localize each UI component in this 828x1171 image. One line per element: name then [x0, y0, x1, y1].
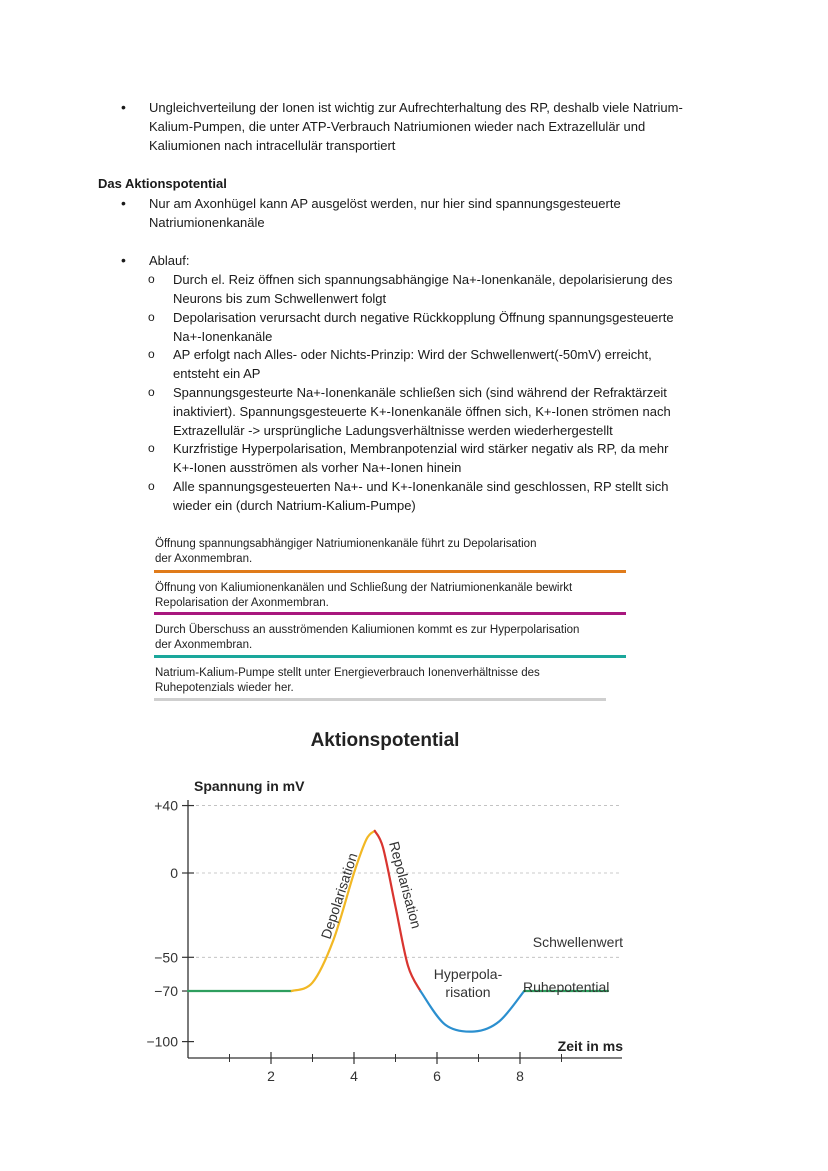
circle-bullet: o	[148, 385, 155, 399]
text-line: Durch el. Reiz öffnen sich spannungsabhängige Na+-Ionenkanäle, depolarisierung des	[173, 272, 673, 287]
text-line: Nur am Axonhügel kann AP ausgelöst werden, nur hier sind spannungsgesteuerte	[149, 196, 621, 211]
bullet-dot: •	[121, 252, 126, 268]
text-line: entsteht ein AP	[173, 366, 261, 381]
text-line: Ruhepotenzials wieder her.	[155, 682, 294, 694]
annotation-schwellenwert: Schwellenwert	[532, 934, 623, 950]
y-tick-label: 0	[170, 865, 178, 881]
annotation-hyperpolarisation-line1: Hyperpola-	[433, 966, 503, 982]
y-tick-label: −100	[146, 1033, 178, 1050]
text-line: inaktiviert). Spannungsgesteuerte K+-Ionenkanäle öffnen sich, K+-Ionen strömen nach	[173, 404, 671, 419]
text-line: Alle spannungsgesteuerten Na+- und K+-Ionenkanäle sind geschlossen, RP stellt sich	[173, 479, 669, 494]
text-line: Natriumionenkanäle	[149, 215, 265, 230]
bullet-dot: •	[121, 99, 126, 115]
text-line: Kalium-Pumpen, die unter ATP-Verbrauch Natriumionen wieder nach Extrazellulär und	[149, 119, 646, 134]
y-axis-label: Spannung in mV	[194, 778, 305, 794]
circle-bullet: o	[148, 347, 155, 361]
x-tick-label: 6	[433, 1068, 441, 1084]
x-tick-label: 2	[267, 1068, 275, 1084]
text-line: der Axonmembran.	[155, 553, 253, 565]
text-line: Na+-Ionenkanäle	[173, 329, 273, 344]
chart-title: Aktionspotential	[310, 730, 460, 751]
text-line: Natrium-Kalium-Pumpe stellt unter Energieverbrauch Ionenverhältnisse des	[155, 667, 540, 679]
circle-bullet: o	[148, 310, 155, 324]
x-axis-label: Zeit in ms	[557, 1038, 623, 1054]
text-line: Ungleichverteilung der Ionen ist wichtig zur Aufrechterhaltung des RP, deshalb viele Natrium-	[149, 100, 683, 115]
x-tick-label: 8	[516, 1068, 524, 1084]
text-line: AP erfolgt nach Alles- oder Nichts-Prinzip: Wird der Schwellenwert(-50mV) erreicht,	[173, 347, 652, 362]
text-line: wieder ein (durch Natrium-Kalium-Pumpe)	[173, 498, 416, 513]
annotation-hyperpolarisation-line2: risation	[445, 984, 491, 1000]
x-tick-label: 4	[350, 1068, 358, 1084]
annotation-depolarisation: Depolarisation	[317, 850, 361, 941]
text-line: Kurzfristige Hyperpolarisation, Membranpotenzial wird stärker negativ als RP, da mehr	[173, 441, 669, 456]
circle-bullet: o	[148, 479, 155, 493]
text-line: Öffnung von Kaliumionenkanälen und Schließung der Natriumionenkanäle bewirkt	[155, 582, 573, 594]
text-line: Durch Überschuss an ausströmenden Kaliumionen kommt es zur Hyperpolarisation	[155, 624, 580, 636]
text-line: Neurons bis zum Schwellenwert folgt	[173, 291, 387, 306]
section-heading: Das Aktionspotential	[98, 176, 227, 191]
annotation-ruhepotential: Ruhepotential	[523, 979, 610, 995]
annotation-repolarisation: Repolarisation	[386, 839, 425, 931]
y-tick-label: −50	[154, 949, 178, 966]
circle-bullet: o	[148, 441, 155, 455]
ablauf-label: Ablauf:	[149, 253, 190, 268]
y-tick-label: −70	[154, 983, 178, 1000]
y-tick-label: +40	[154, 797, 178, 814]
text-line: Spannungsgesteurte Na+-Ionenkanäle schließen sich (sind während der Refraktärzeit	[173, 385, 667, 400]
circle-bullet: o	[148, 272, 155, 286]
text-line: Kaliumionen nach intracellulär transportiert	[149, 138, 396, 153]
text-line: Extrazellulär -> ursprüngliche Ladungsverhältnisse werden wiederhergestellt	[173, 423, 613, 438]
text-line: Depolarisation verursacht durch negative Rückkopplung Öffnung spannungsgesteuerte	[173, 310, 674, 325]
text-line: Öffnung spannungsabhängiger Natriumionenkanäle führt zu Depolarisation	[155, 538, 537, 550]
text-line: K+-Ionen ausströmen als vorher Na+-Ionen hinein	[173, 460, 462, 475]
text-line: der Axonmembran.	[155, 639, 253, 651]
bullet-dot: •	[121, 195, 126, 211]
text-line: Repolarisation der Axonmembran.	[155, 597, 329, 609]
